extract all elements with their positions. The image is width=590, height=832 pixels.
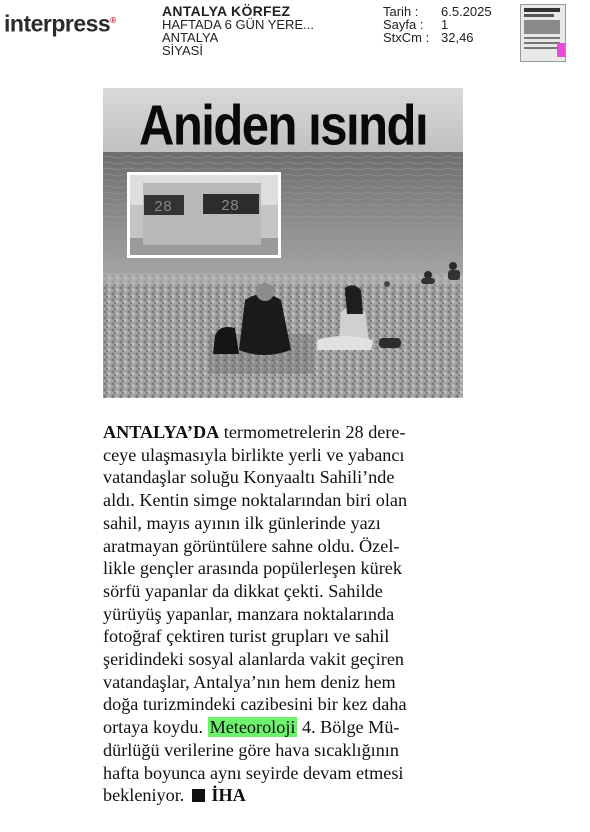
- interpress-logo: [4, 8, 116, 37]
- article-line: likle gençler arasında popülerleşen kürek: [103, 558, 402, 579]
- page-label: Sayfa :: [383, 17, 424, 32]
- thumbnail-text-line: [524, 47, 560, 49]
- keyword-highlight: Meteoroloji: [209, 717, 296, 738]
- article-photo: [103, 88, 463, 398]
- article-line: ceye ulaşmasıyla birlikte yerli ve yabancı: [103, 444, 405, 465]
- article-line: hafta boyunca aynı seyirde devam etmesi: [103, 762, 404, 783]
- article-line: sörfü yapanlar da dikkat çekti. Sahilde: [103, 580, 383, 601]
- logo-text: interpress: [4, 10, 111, 37]
- thumbnail-text-line: [524, 42, 560, 44]
- article-line: aratmayan görüntülere sahne oldu. Özel-: [103, 535, 400, 556]
- article-line-text: 4. Bölge Mü-: [297, 717, 400, 738]
- clip-info: [162, 5, 314, 57]
- page-value: 1: [441, 17, 449, 32]
- article-body: [103, 421, 455, 807]
- publication-name: ANTALYA KÖRFEZ: [162, 3, 291, 19]
- article-line: vatandaşlar soluğu Konyaaltı Sahili’nde: [103, 467, 395, 488]
- inset-display-right: 28: [221, 198, 240, 215]
- thumbnail-headline: [524, 14, 554, 17]
- article-line: aldı. Kentin simge noktalarından biri olan: [103, 490, 408, 511]
- page-thumbnail[interactable]: [520, 4, 566, 62]
- article-line-text: termometrelerin 28 dere-: [219, 422, 406, 442]
- article-line-text: ortaya koydu.: [103, 717, 208, 738]
- thumbnail-clip-marker: [557, 43, 565, 57]
- article-line: dürlüğü verilerine göre hava sıcaklığının: [103, 739, 399, 760]
- article-line: sahil, mayıs ayının ilk günlerinde yazı: [103, 512, 381, 533]
- article-line: doğa turizmindeki cazibesini bir kez daha: [103, 694, 407, 715]
- article-line: yürüyüş yapanlar, manzara noktalarında: [103, 603, 395, 624]
- article-line: şeridindeki sosyal alanlarda vakit geçiren: [103, 649, 404, 670]
- clip-meta: [383, 5, 492, 44]
- clip-city: ANTALYA: [162, 30, 219, 45]
- article-lead: ANTALYA’DA: [103, 422, 220, 442]
- end-square-icon: [192, 789, 205, 802]
- stxcm-value: 32,46: [441, 30, 474, 45]
- news-agency: İHA: [211, 785, 246, 806]
- date-label: Tarih :: [383, 4, 419, 19]
- article-line-text: bekleniyor.: [103, 785, 185, 806]
- date-value: 6.5.2025: [441, 4, 492, 19]
- headline: Aniden ısındı: [138, 94, 428, 158]
- article-line: [103, 716, 455, 739]
- stxcm-label: StxCm :: [383, 30, 430, 45]
- thumbnail-photo: [524, 20, 560, 34]
- registered-mark-icon: ®: [110, 16, 116, 25]
- article-line: fotoğraf çektiren turist grupları ve sahil: [103, 626, 390, 647]
- stxcm-row: [383, 31, 492, 44]
- thumbnail-masthead: [524, 8, 560, 12]
- clip-headline: HAFTADA 6 GÜN YERE...: [162, 17, 314, 32]
- article-line: [103, 421, 455, 444]
- inset-display-left: 28: [154, 199, 173, 216]
- clip-category: SİYASİ: [162, 43, 203, 58]
- article-line: [103, 784, 455, 807]
- article-line: vatandaşlar, Antalya’nın hem deniz hem: [103, 671, 396, 692]
- thumbnail-text-line: [524, 37, 560, 39]
